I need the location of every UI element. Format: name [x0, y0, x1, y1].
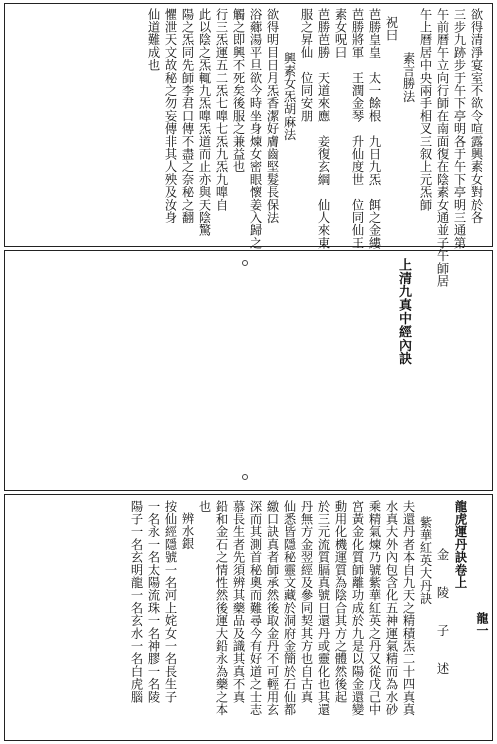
text-column: 素女呪曰	[333, 8, 347, 59]
text-column: 欲得清淨宴室不欲令喧露興素女對於各	[469, 8, 483, 224]
author-line: 金 陵 子 述	[435, 548, 449, 675]
text-column: 慕長生者先須辨其藥品及識其真不真	[231, 500, 245, 704]
text-column: 陽子一名玄明龍一名玄水一名白虎腦	[129, 500, 143, 704]
punch-hole-upper	[242, 260, 248, 266]
text-column: 觸之即興不死矣後服之兼益也	[231, 8, 245, 174]
text-column: 乘精氣煉乃號紫華紅英之丹又從戊己中	[367, 500, 381, 716]
text-column: 芭勝芭勝 天道來應 妾復玄綱 仙人來東	[316, 8, 330, 250]
text-column: 深而其測首秘奧而難尋今有好道之士志	[248, 500, 262, 716]
text-column: 繳口訣真者師承然後取金丹不可輕用玄	[265, 500, 279, 716]
section-heading: 辨水銀	[180, 512, 194, 551]
chapter-title: 上清九真中經內訣	[396, 258, 411, 366]
text-column: 丹無方金翌經及參同契其方也自古真	[299, 500, 313, 704]
volume-title: 龍虎運丹訣卷上	[453, 500, 468, 589]
text-column: 陽之炁同先師李君口傳不盡之奈秘之翻	[180, 8, 194, 224]
text-column: 水真大外內包含化五神運氣精而為水砂	[384, 500, 398, 716]
text-column: 也	[197, 500, 211, 513]
text-column: 欲得明目日月炁香潔好膚齒堅髮長保法	[265, 8, 279, 224]
middle-text-panel	[4, 250, 493, 491]
text-column: 夫還丹者本自九天之精積炁二十四真真	[401, 500, 415, 716]
text-column: 仙悉皆隱秘靈文藏於洞府金簡於石仙都	[282, 500, 296, 716]
text-column: 一名永一名太陽流珠一名神膠一名陵	[146, 500, 160, 704]
text-column: 午前曆午立向行師在南面復在陰素女通並子午師居	[435, 8, 449, 288]
folio-number: 龍一	[475, 612, 489, 636]
punch-hole-lower	[242, 474, 248, 480]
text-column: 芭勝皇皇 太一餘根 九日九炁 餌之金縷	[367, 8, 381, 250]
text-column: 此以陰之炁輒九炁嘷炁道而止亦與天陰驚	[197, 8, 211, 237]
text-column: 行三炁運五二炁七嘷七炁九炁九嘷自	[214, 8, 228, 212]
text-column: 三步九跡步于午下亭明各于午下亭明三通第	[452, 8, 466, 250]
text-column: 懼泄天文故秘之勿妄傳非其人殃及汝身	[163, 8, 177, 224]
text-column: 浴薌湯平旦欲今時坐身煉女密眼懷姜入歸之	[248, 8, 262, 250]
section-heading: 興素女炁胡麻法	[282, 52, 296, 141]
text-column: 芭勝將軍 王潤金琴 升仙度世 位同仙王	[350, 8, 364, 250]
text-column: 鉛和金石之情性然後運大鉛永為藥之本	[214, 500, 228, 716]
text-column: 服之昇仙 位同安朋	[299, 8, 313, 123]
text-column: 動用化機運質為陰合其方之體然後起	[333, 500, 347, 704]
text-column: 按仙經隱號一名河上姹女一名長生子	[163, 500, 177, 704]
section-heading: 素言勝法	[401, 52, 415, 103]
text-column: 宮黃金化質師離功成於九是以陽金還變	[350, 500, 364, 716]
text-column: 於三元流質膈真號日還丹或靈化也其還	[316, 500, 330, 716]
text-column: 祝曰	[384, 16, 398, 42]
section-heading: 紫華紅英大丹訣	[418, 516, 432, 605]
text-column: 午上曆居中央兩手相叉三叙上元炁師	[418, 8, 432, 212]
text-column: 仙道難成也	[146, 8, 160, 72]
